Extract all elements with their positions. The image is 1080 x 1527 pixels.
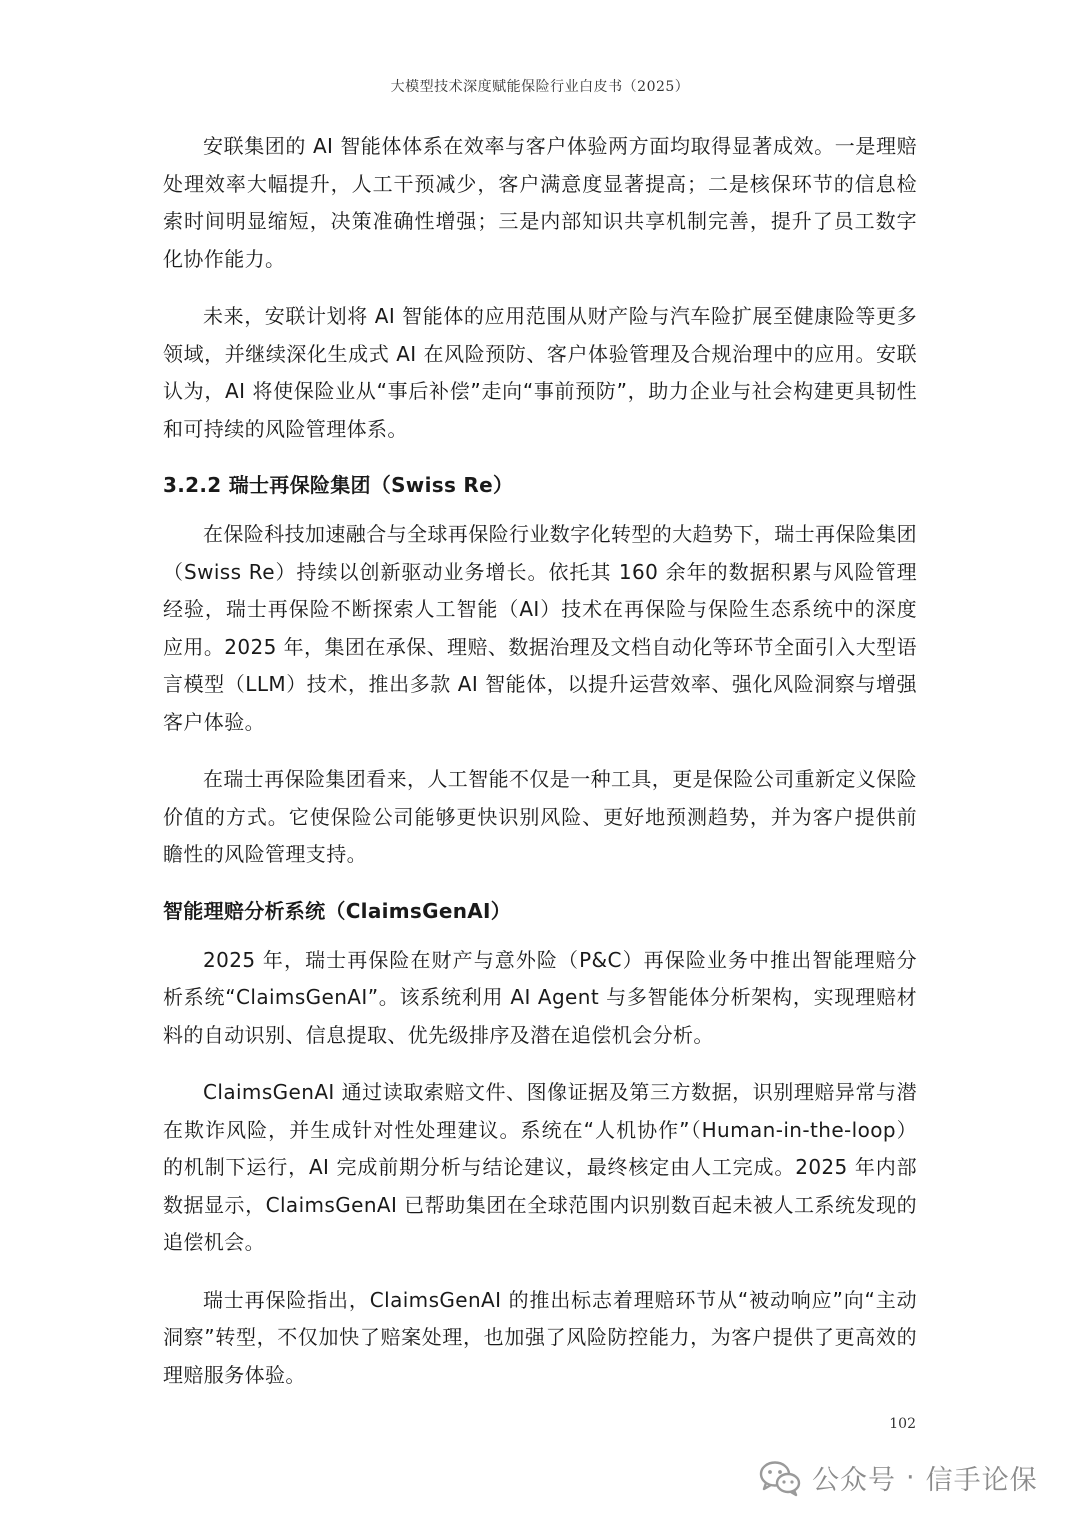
paragraph-claimsgenai-launch: 2025 年，瑞士再保险在财产与意外险（P&C）再保险业务中推出智能理赔分析系统“ClaimsGenAI”。该系统利用 AI Agent 与多智能体分析架构，实现理赔材料的自动识别、信息提取、优先级排序及潜在追偿机会分析。 xyxy=(163,947,917,1047)
paragraph-swiss-re-intro: 在保险科技加速融合与全球再保险行业数字化转型的大趋势下，瑞士再保险集团（Swiss Re）持续以创新驱动业务增长。依托其 160 余年的数据积累与风险管理经验，瑞士再保险不断探索人工智能（AI）技术在再保险与保险生态系统中的深度应用。2025 年，集团在承保、理赔、数据治理及文档自动化等环节全面引入大型语言模型（LLM）技术，推出多款 AI 智能体，以提升运营效率、强化风险洞察与增强客户体验。 xyxy=(163,522,917,734)
wechat-watermark xyxy=(758,1458,1038,1497)
page-number: 102 xyxy=(889,1416,916,1432)
running-header: 大模型技术深度赋能保险行业白皮书（2025） xyxy=(390,79,690,95)
paragraph-claimsgenai-impact: 瑞士再保险指出，ClaimsGenAI 的推出标志着理赔环节从“被动响应”向“主动洞察”转型，不仅加快了赔案处理，也加强了风险防控能力，为客户提供了更高效的理赔服务体验。 xyxy=(163,1287,917,1387)
paragraph-allianz-results: 安联集团的 AI 智能体体系在效率与客户体验两方面均取得显著成效。一是理赔处理效率大幅提升，人工干预减少，客户满意度显著提高；二是核保环节的信息检索时间明显缩短，决策准确性增强；三是内部知识共享机制完善，提升了员工数字化协作能力。 xyxy=(163,134,917,271)
watermark-separator: · xyxy=(906,1462,916,1493)
paragraph-claimsgenai-function: ClaimsGenAI 通过读取索赔文件、图像证据及第三方数据，识别理赔异常与潜在欺诈风险，并生成针对性处理建议。系统在“人机协作”（Human-in-the-loop）的机制下运行，AI 完成前期分析与结论建议，最终核定由人工完成。2025 年内部数据显示，ClaimsGenAI 已帮助集团在全球范围内识别数百起未被人工系统发现的追偿机会。 xyxy=(163,1080,917,1254)
watermark-account: 信手论保 xyxy=(925,1465,1038,1496)
wechat-icon xyxy=(758,1459,802,1497)
paragraph-swiss-re-view: 在瑞士再保险集团看来，人工智能不仅是一种工具，更是保险公司重新定义保险价值的方式。它使保险公司能够更快识别风险、更好地预测趋势，并为客户提供前瞻性的风险管理支持。 xyxy=(163,767,917,866)
subsection-heading-claimsgenai: 智能理赔分析系统（ClaimsGenAI） xyxy=(163,898,512,923)
paragraph-allianz-future: 未来，安联计划将 AI 智能体的应用范围从财产险与汽车险扩展至健康险等更多领域，并继续深化生成式 AI 在风险预防、客户体验管理及合规治理中的应用。安联认为，AI 将使保险业从“事后补偿”走向“事前预防”，助力企业与社会构建更具韧性和可持续的风险管理体系。 xyxy=(163,304,917,441)
watermark-label: 公众号 xyxy=(812,1465,896,1496)
section-heading-swiss-re: 3.2.2 瑞士再保险集团（Swiss Re） xyxy=(163,473,514,497)
document-body xyxy=(163,128,917,1414)
